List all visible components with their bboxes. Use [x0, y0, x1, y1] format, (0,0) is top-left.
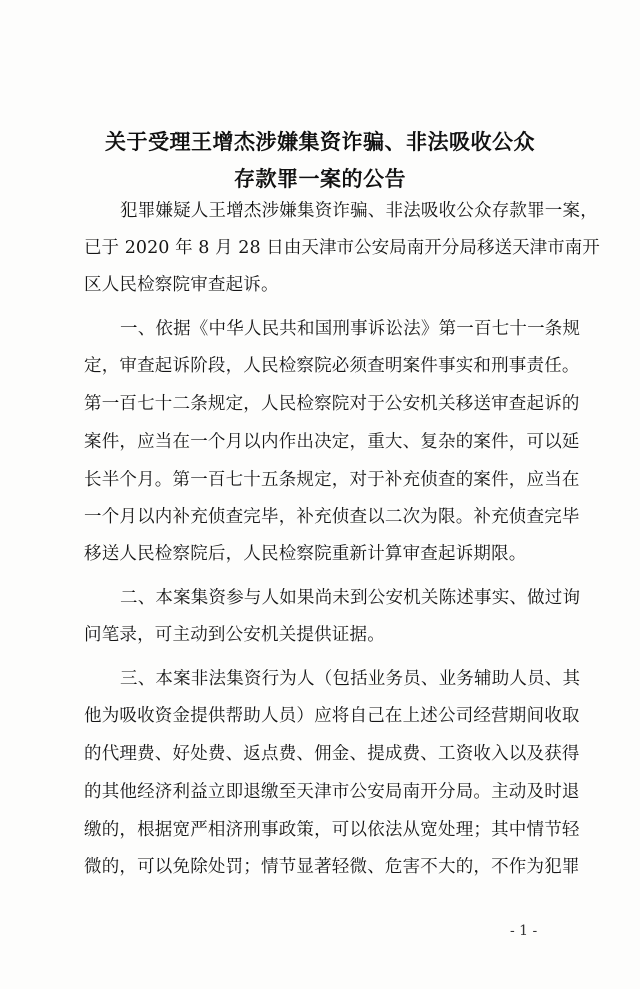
- body-line-2: 已于 2020 年 8 月 28 日由天津市公安局南开分局移送天津市南开: [84, 238, 600, 258]
- page-number: - 1 -: [510, 923, 538, 939]
- body-line-16: 的其他经济利益立即退缴至天津市公安局南开分局。主动及时退: [84, 782, 580, 802]
- body-line-6: 第一百七十二条规定，人民检察院对于公安机关移送审查起诉的: [84, 394, 580, 414]
- body-line-4: 一、依据《中华人民共和国刑事诉讼法》第一百七十一条规: [120, 319, 581, 339]
- body-line-3: 区人民检察院审查起诉。: [84, 275, 279, 295]
- document-title-line-1: 关于受理王增杰涉嫌集资诈骗、非法吸收公众: [105, 130, 535, 154]
- body-line-17: 缴的，根据宽严相济刑事政策，可以依法从宽处理；其中情节轻: [84, 820, 580, 840]
- body-line-9: 一个月以内补充侦查完毕，补充侦查以二次为限。补充侦查完毕: [84, 507, 580, 527]
- body-line-12: 问笔录，可主动到公安机关提供证据。: [84, 625, 385, 645]
- body-line-5: 定，审查起诉阶段，人民检察院必须查明案件事实和刑事责任。: [84, 356, 580, 376]
- body-line-13: 三、本案非法集资行为人（包括业务员、业务辅助人员、其: [120, 669, 581, 689]
- body-line-14: 他为吸收资金提供帮助人员）应将自己在上述公司经营期间收取: [84, 706, 580, 726]
- body-line-8: 长半个月。第一百七十五条规定，对于补充侦查的案件，应当在: [84, 470, 580, 490]
- document-title-line-2: 存款罪一案的公告: [234, 167, 406, 191]
- body-line-18: 微的，可以免除处罚；情节显著轻微、危害不大的，不作为犯罪: [84, 857, 580, 877]
- body-line-1: 犯罪嫌疑人王增杰涉嫌集资诈骗、非法吸收公众存款罪一案，: [120, 201, 598, 221]
- body-line-11: 二、本案集资参与人如果尚未到公安机关陈述事实、做过询: [120, 588, 581, 608]
- body-line-10: 移送人民检察院后，人民检察院重新计算审查起诉期限。: [84, 544, 527, 564]
- body-line-15: 的代理费、好处费、返点费、佣金、提成费、工资收入以及获得: [84, 744, 580, 764]
- body-line-7: 案件，应当在一个月以内作出决定，重大、复杂的案件，可以延: [84, 432, 580, 452]
